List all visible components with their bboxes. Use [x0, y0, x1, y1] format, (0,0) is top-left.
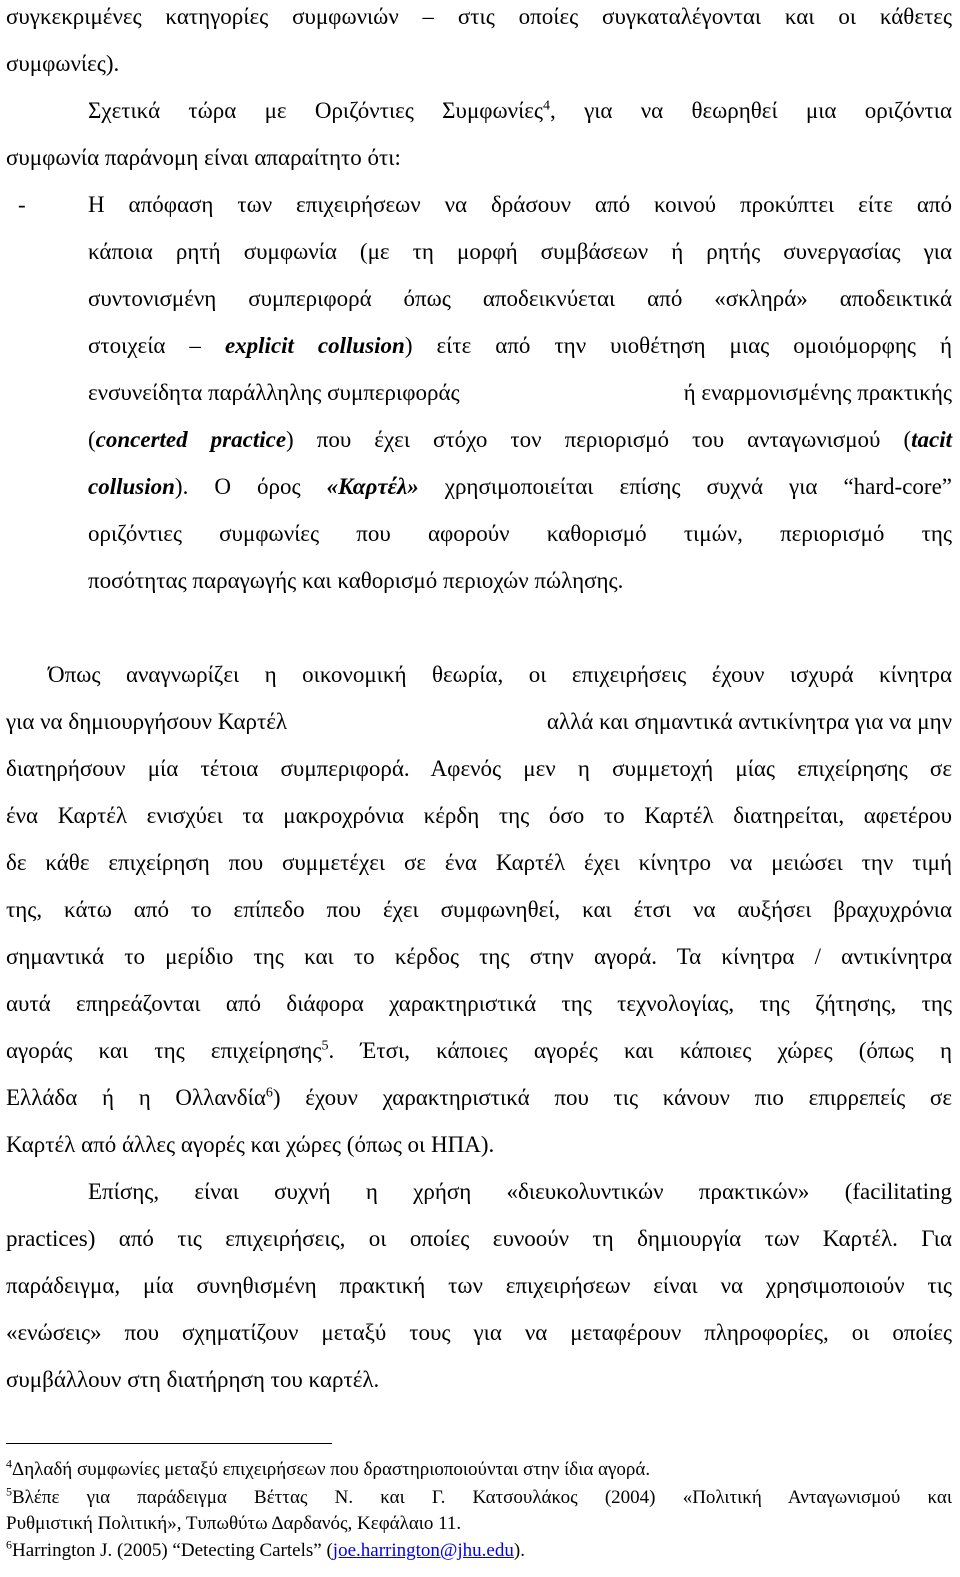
text-line — [6, 707, 952, 737]
text-line: οριζόντιες συμφωνίες που αφορούν καθορισμό τιμών, περιορισμό της — [88, 521, 952, 546]
text-run: Σχετικά τώρα με Οριζόντιες Συμφωνίες — [88, 98, 544, 123]
footnote-separator — [6, 1443, 332, 1444]
text-line: παράδειγμα, μία συνηθισμένη πρακτική των επιχειρήσεων είναι να χρησιμοποιούν τις — [6, 1273, 952, 1298]
text-run: για να δημιουργήσουν Καρτέλ — [6, 709, 288, 734]
footnote-ref[interactable]: 5 — [321, 1038, 329, 1054]
text-line: συμφωνίες). — [6, 51, 120, 76]
text-run: ) έχουν χαρακτηριστικά που τις κάνουν πιο επιρρεπείς σε — [272, 1085, 952, 1110]
text-line: δε κάθε επιχείρηση που συμμετέχει σε ένα Καρτέλ έχει κίνητρο να μειώσει την τιμή — [6, 850, 952, 875]
footnote-5-cont: Ρυθμιστική Πολιτική», Τυπωθύτω Δαρδανός, Κεφάλαιο 11. — [6, 1513, 462, 1534]
text-line — [6, 1036, 952, 1066]
text-line: practices) από τις επιχειρήσεις, οι οποίες ευνοούν τη δημιουργία των Καρτέλ. Για — [6, 1226, 952, 1251]
text-line — [88, 425, 952, 455]
text-line — [88, 472, 952, 502]
text-run: χρησιμοποιείται επίσης συχνά για “hard-core” — [418, 474, 952, 499]
text-line: Η απόφαση των επιχειρήσεων να δράσουν από κοινού προκύπτει είτε από — [88, 192, 952, 217]
text-run: ενσυνείδητα παράλληλης συμπεριφοράς — [88, 380, 460, 405]
text-line — [88, 96, 952, 126]
footnote-text: ). — [513, 1540, 525, 1561]
text-line: ένα Καρτέλ ενισχύει τα μακροχρόνια κέρδη της όσο το Καρτέλ διατηρείται, αφετέρου — [6, 803, 952, 828]
footnote-number: 6 — [6, 1537, 12, 1552]
text-run: ή εναρμονισμένης πρακτικής — [683, 380, 952, 405]
text-run: αγοράς και της επιχείρησης — [6, 1038, 322, 1063]
text-run: . Έτσι, κάποιες αγορές και κάποιες χώρες (όπως η — [328, 1038, 952, 1063]
list-dash: - — [18, 192, 26, 217]
text-run: ) που έχει στόχο τον περιορισμό του ανταγωνισμού ( — [286, 427, 912, 452]
text-run: αλλά και σημαντικά αντικίνητρα για να μην — [546, 709, 952, 734]
text-line: Επίσης, είναι συχνή η χρήση «διευκολυντικών πρακτικών» (facilitating — [88, 1179, 952, 1204]
text-line — [6, 1083, 952, 1113]
term-concerted-practice: concerted practice — [95, 427, 287, 452]
footnote-number: 4 — [6, 1456, 12, 1471]
text-line: κάποια ρητή συμφωνία (με τη μορφή συμβάσεων ή ρητής συνεργασίας για — [88, 239, 952, 264]
text-line: αυτά επηρεάζονται από διάφορα χαρακτηριστικά της τεχνολογίας, της ζήτησης, της — [6, 991, 952, 1016]
text-run: Ελλάδα ή η Ολλανδία — [6, 1085, 266, 1110]
text-run: στοιχεία – — [88, 333, 225, 358]
text-line: «ενώσεις» που σχηματίζουν μεταξύ τους για να μεταφέρουν πληροφορίες, οι οποίες — [6, 1320, 952, 1345]
footnote-5 — [6, 1486, 952, 1510]
text-line: συμφωνία παράνομη είναι απαραίτητο ότι: — [6, 145, 401, 170]
footnote-4 — [6, 1458, 952, 1482]
footnote-ref[interactable]: 4 — [543, 98, 551, 114]
footnote-6 — [6, 1539, 952, 1563]
text-line: διατηρήσουν μία τέτοια συμπεριφορά. Αφενός μεν η συμμετοχή μίας επιχείρησης σε — [6, 756, 952, 781]
footnote-text: Harrington J. (2005) “Detecting Cartels” ( — [12, 1540, 333, 1561]
text-line: σημαντικά το μερίδιο της και το κέρδος της στην αγορά. Τα κίνητρα / αντικίνητρα — [6, 944, 952, 969]
footnote-text: Δηλαδή συμφωνίες μεταξύ επιχειρήσεων που δραστηριοποιούνται στην ίδια αγορά. — [12, 1459, 651, 1480]
term-cartel: «Καρτέλ» — [326, 474, 419, 499]
text-line — [88, 378, 952, 408]
text-line: συμβάλλουν στη διατήρηση του καρτέλ. — [6, 1367, 380, 1392]
text-line — [88, 331, 952, 361]
footnote-number: 5 — [6, 1484, 12, 1499]
term-explicit-collusion: explicit collusion — [224, 333, 405, 358]
text-run: ) είτε από την υιοθέτηση μιας ομοιόμορφης ή — [404, 333, 953, 358]
text-line: Όπως αναγνωρίζει η οικονομική θεωρία, οι επιχειρήσεις έχουν ισχυρά κίνητρα — [48, 662, 952, 687]
text-line: της, κάτω από το επίπεδο που έχει συμφωνηθεί, και έτσι να αυξήσει βραχυχρόνια — [6, 897, 952, 922]
text-line: Καρτέλ από άλλες αγορές και χώρες (όπως οι ΗΠΑ). — [6, 1132, 495, 1157]
email-link[interactable]: joe.harrington@jhu.edu — [332, 1540, 514, 1561]
text-run: , για να θεωρηθεί μια οριζόντια — [550, 98, 952, 123]
term-collusion: collusion — [88, 474, 175, 499]
text-line: συγκεκριμένες κατηγορίες συμφωνιών – στις οποίες συγκαταλέγονται και οι κάθετες — [6, 4, 952, 29]
text-line: συντονισμένη συμπεριφορά όπως αποδεικνύεται από «σκληρά» αποδεικτικά — [88, 286, 952, 311]
term-tacit: tacit — [911, 427, 952, 452]
text-line: ποσότητας παραγωγής και καθορισμό περιοχών πώλησης. — [88, 568, 624, 593]
text-run: ( — [88, 427, 96, 452]
footnote-text: Βλέπε για παράδειγμα Βέττας Ν. και Γ. Κατσουλάκος (2004) «Πολιτική Ανταγωνισμού και — [12, 1487, 952, 1508]
footnote-ref[interactable]: 6 — [265, 1085, 273, 1101]
text-run: ). Ο όρος — [174, 474, 327, 499]
